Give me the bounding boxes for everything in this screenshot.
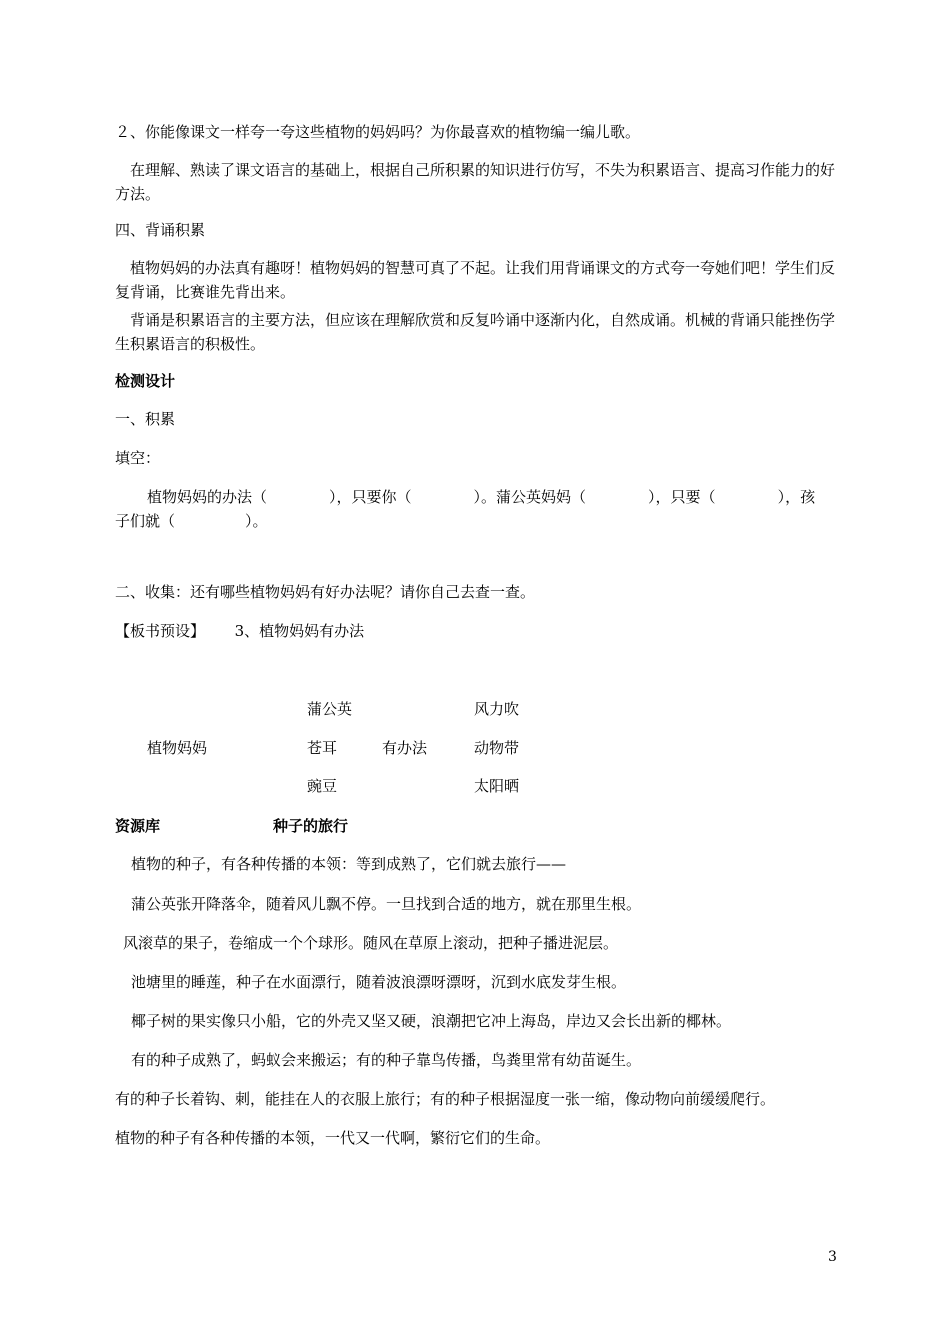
section-4-text: 植物妈妈的办法真有趣呀！植物妈妈的智慧可真了不起。让我们用背诵课文的方式夸一夸她们吧！学生们反复背诵，比赛谁先背出来。 bbox=[115, 259, 836, 301]
fill-part: ），只要你（ bbox=[329, 488, 412, 506]
poem-line: 蒲公英张开降落伞，随着风儿飘不停。一旦找到合适的地方，就在那里生根。 bbox=[131, 895, 642, 913]
fill-part: ），只要（ bbox=[648, 488, 716, 506]
fill-part: 子们就（ bbox=[115, 512, 176, 530]
fill-label: 填空： bbox=[115, 449, 161, 467]
board-label: 【板书预设】 bbox=[115, 622, 206, 640]
poem-line: 植物的种子有各种传播的本领，一代又一代啊，繁衍它们的生命。 bbox=[115, 1129, 551, 1147]
page-number: 3 bbox=[828, 1249, 837, 1265]
board-method-3: 太阳晒 bbox=[474, 777, 520, 795]
fill-blank-line-2 bbox=[115, 509, 268, 533]
board-method-1: 风力吹 bbox=[474, 700, 520, 718]
test-item-1: 一、积累 bbox=[115, 410, 176, 428]
board-plant-1: 蒲公英 bbox=[307, 700, 353, 718]
board-plant-3: 豌豆 bbox=[307, 777, 338, 795]
poem-line: 植物的种子，有各种传播的本领：等到成熟了，它们就去旅行—— bbox=[131, 855, 567, 873]
board-middle: 有办法 bbox=[382, 739, 428, 757]
fill-blank-line-1 bbox=[147, 485, 815, 509]
resource-title: 种子的旅行 bbox=[273, 817, 349, 835]
poem-line: 有的种子成熟了，蚂蚁会来搬运；有的种子靠鸟传播，鸟粪里常有幼苗诞生。 bbox=[131, 1051, 642, 1069]
section-4-title: 四、背诵积累 bbox=[115, 221, 206, 239]
board-heading bbox=[115, 619, 364, 643]
board-method-2: 动物带 bbox=[474, 739, 520, 757]
board-center: 植物妈妈 bbox=[147, 739, 208, 757]
question-2: ２、你能像课文一样夸一夸这些植物的妈妈吗？为你最喜欢的植物编一编儿歌。 bbox=[115, 123, 641, 141]
poem-line: 椰子树的果实像只小船，它的外壳又坚又硬，浪潮把它冲上海岛，岸边又会长出新的椰林。 bbox=[131, 1012, 732, 1030]
fill-part: ），孩 bbox=[777, 488, 816, 506]
board-plant-2: 苍耳 bbox=[307, 739, 338, 757]
section-4-note: 背诵是积累语言的主要方法，但应该在理解欣赏和反复吟诵中逐渐内化，自然成诵。机械的背诵只能挫伤学生积累语言的积极性。 bbox=[115, 311, 836, 353]
poem-line: 有的种子长着钩、刺，能挂在人的衣服上旅行；有的种子根据湿度一张一缩，像动物向前缓缓爬行。 bbox=[115, 1090, 776, 1108]
test-item-2: 二、收集：还有哪些植物妈妈有好办法呢？请你自己去查一查。 bbox=[115, 583, 536, 601]
fill-part: ）。 bbox=[245, 512, 268, 530]
question-2-note: 在理解、熟读了课文语言的基础上，根据自己所积累的知识进行仿写，不失为积累语言、提高习作能力的好方法。 bbox=[115, 161, 836, 203]
fill-part: ）。蒲公英妈妈（ bbox=[473, 488, 587, 506]
test-design-title: 检测设计 bbox=[115, 372, 176, 390]
poem-line: 风滚草的果子，卷缩成一个个球形。随风在草原上滚动，把种子播进泥层。 bbox=[123, 934, 619, 952]
poem-line: 池塘里的睡莲，种子在水面漂行，随着波浪漂呀漂呀，沉到水底发芽生根。 bbox=[131, 973, 627, 991]
resource-label: 资源库 bbox=[115, 817, 161, 835]
board-title: 3、植物妈妈有办法 bbox=[234, 622, 365, 640]
fill-part: 植物妈妈的办法（ bbox=[147, 488, 268, 506]
